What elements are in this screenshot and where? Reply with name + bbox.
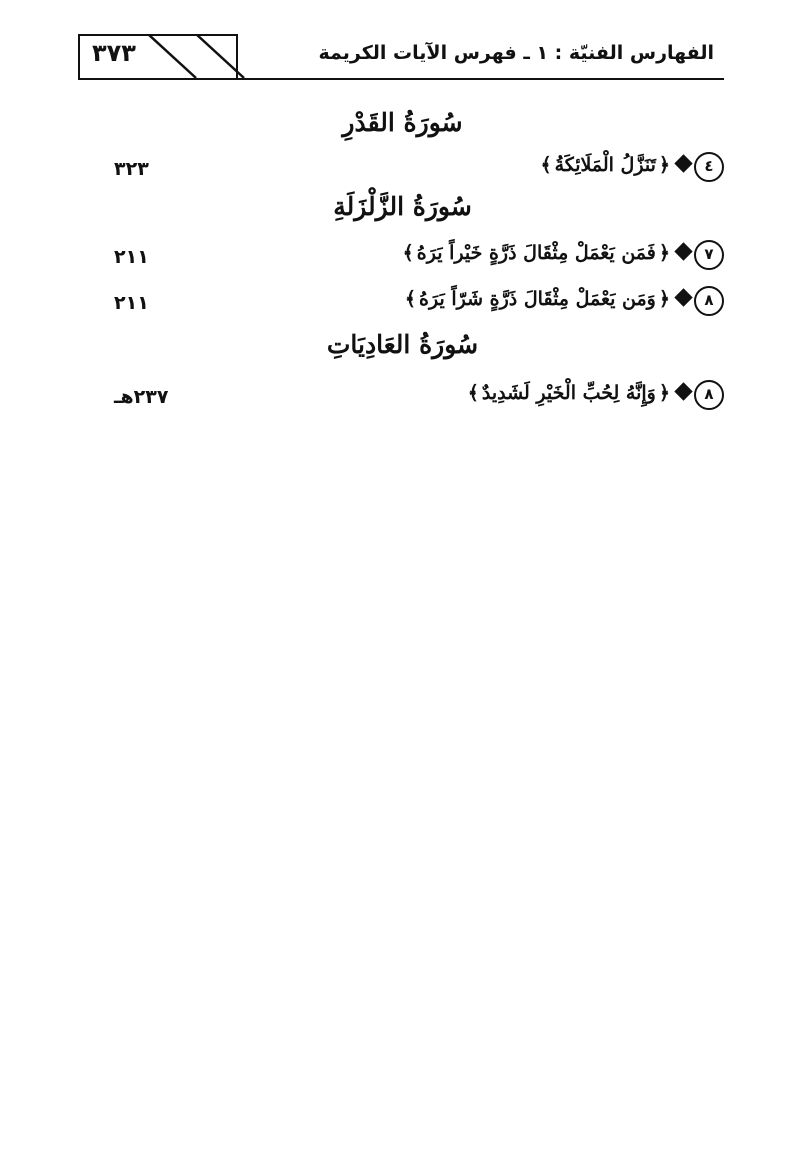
header-rule <box>78 78 724 80</box>
close-bracket: ﴾ <box>540 154 552 176</box>
surah-title: سُورَةُ القَدْرِ <box>342 108 463 137</box>
verse-row <box>0 380 805 420</box>
close-bracket: ﴾ <box>402 242 414 264</box>
open-bracket: ﴿ <box>658 154 670 176</box>
ayah-number-badge: ٧ <box>694 240 724 270</box>
verse-text-line <box>465 382 673 404</box>
ornament-icon <box>674 242 692 260</box>
page-header <box>78 34 724 82</box>
surah-title: سُورَةُ الزَّلْزَلَةِ <box>333 192 472 221</box>
verse-text: فَمَن يَعْمَلْ مِثْقَالَ ذَرَّةٍ خَيْراً يَرَهُ <box>416 242 656 264</box>
verse-row <box>0 240 805 280</box>
verse-text-line <box>400 242 673 264</box>
ayah-number-badge: ٨ <box>694 380 724 410</box>
open-bracket: ﴿ <box>658 382 670 404</box>
verse-text-line <box>402 288 673 310</box>
page-reference: ٢١١ <box>114 246 149 268</box>
open-bracket: ﴿ <box>658 288 670 310</box>
page-reference: ٣٢٣ <box>114 158 149 180</box>
verse-row <box>0 152 805 192</box>
surah-title: سُورَةُ العَادِيَاتِ <box>326 330 479 359</box>
ornament-icon <box>674 154 692 172</box>
open-bracket: ﴿ <box>658 242 670 264</box>
verse-row <box>0 286 805 326</box>
close-bracket: ﴾ <box>467 382 479 404</box>
page-reference: ٢٣٧هـ <box>114 386 169 408</box>
ornament-icon <box>674 288 692 306</box>
verse-text: وَإِنَّهُ لِحُبِّ الْخَيْرِ لَشَدِيدٌ <box>481 382 656 404</box>
verse-text-line <box>537 154 673 176</box>
verse-text: تَنَزَّلُ الْمَلَائِكَةُ <box>554 154 656 176</box>
page-number: ٣٧٣ <box>92 39 136 67</box>
ayah-number-badge: ٨ <box>694 286 724 316</box>
ayah-number-badge: ٤ <box>694 152 724 182</box>
page-reference: ٢١١ <box>114 292 149 314</box>
verse-text: وَمَن يَعْمَلْ مِثْقَالَ ذَرَّةٍ شَرّاً يَرَهُ <box>419 288 656 310</box>
close-bracket: ﴾ <box>404 288 417 310</box>
running-title: الفهارس الفنيّة : ١ ـ فهرس الآيات الكريمة <box>318 42 714 64</box>
ornament-icon <box>674 382 692 400</box>
header-decoration <box>148 34 328 80</box>
